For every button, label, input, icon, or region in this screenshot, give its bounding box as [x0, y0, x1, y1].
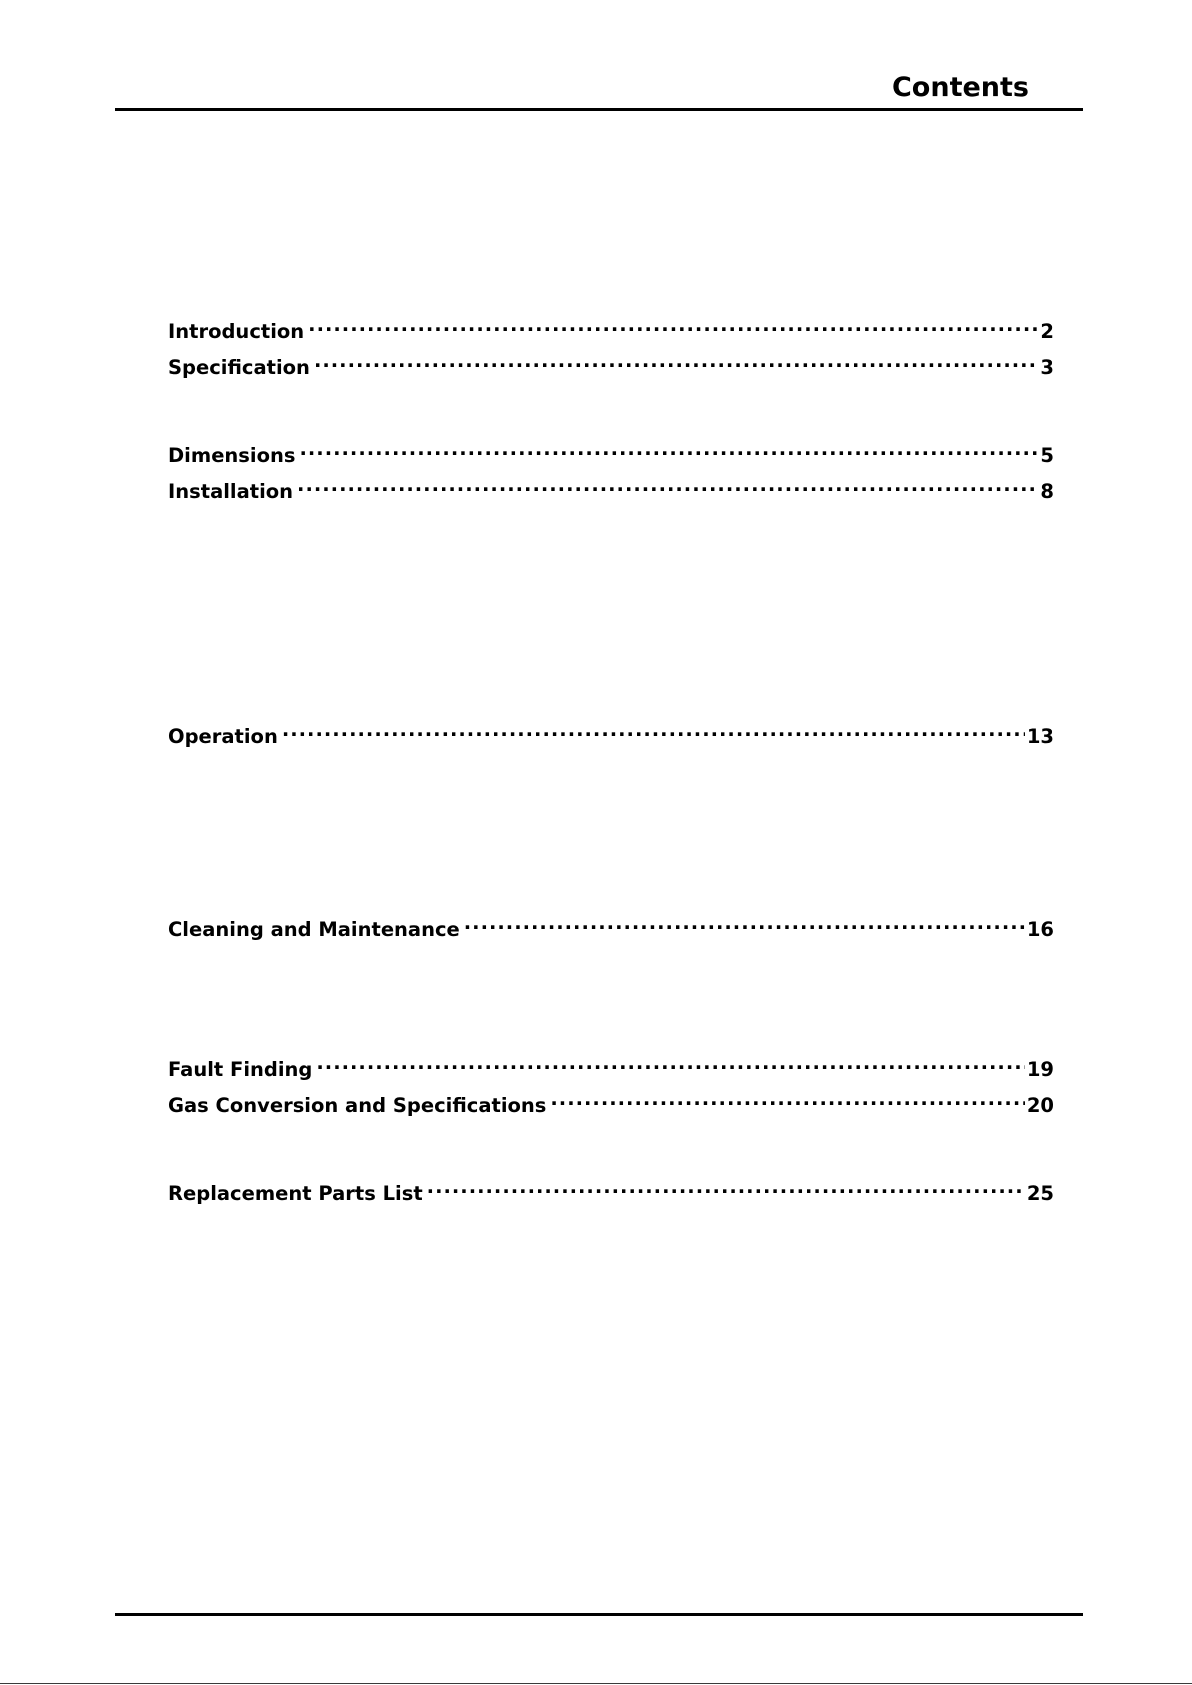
footer-rule — [115, 1613, 1083, 1616]
toc-entry-specification[interactable] — [168, 348, 1054, 379]
toc-entry-label: Installation — [168, 480, 294, 503]
toc-dot-leader — [550, 1086, 1024, 1112]
table-of-contents — [168, 0, 1054, 1685]
page-title: Contents — [891, 72, 1029, 103]
toc-entry-replacement-parts-list[interactable] — [168, 1174, 1054, 1205]
toc-dot-leader — [308, 312, 1038, 338]
toc-entry-label: Cleaning and Maintenance — [168, 918, 460, 941]
toc-entry-label: Introduction — [168, 320, 305, 343]
toc-entry-cleaning-and-maintenance[interactable] — [168, 910, 1054, 941]
toc-dot-leader — [299, 436, 1038, 462]
toc-entry-label: Replacement Parts List — [168, 1182, 423, 1205]
toc-entry-label: Operation — [168, 725, 278, 748]
page-bottom-edge — [0, 1683, 1192, 1684]
toc-page-number: 16 — [1026, 918, 1054, 941]
toc-entry-installation[interactable] — [168, 472, 1054, 503]
toc-entry-introduction[interactable] — [168, 312, 1054, 343]
toc-dot-leader — [316, 1050, 1024, 1076]
toc-entry-label: Gas Conversion and Specifications — [168, 1094, 547, 1117]
toc-entry-label: Fault Finding — [168, 1058, 313, 1081]
toc-page-number: 20 — [1026, 1094, 1054, 1117]
toc-dot-leader — [464, 910, 1025, 936]
toc-dot-leader — [427, 1174, 1025, 1200]
toc-page-number: 2 — [1040, 320, 1054, 343]
toc-entry-label: Dimensions — [168, 444, 296, 467]
toc-entry-gas-conversion-and-specifications[interactable] — [168, 1086, 1054, 1117]
toc-dot-leader — [314, 348, 1038, 374]
toc-entry-label: Specification — [168, 356, 310, 379]
toc-page-number: 13 — [1026, 725, 1054, 748]
toc-page-number: 19 — [1026, 1058, 1054, 1081]
toc-page-number: 8 — [1040, 480, 1054, 503]
toc-dot-leader — [297, 472, 1038, 498]
toc-page-number: 3 — [1040, 356, 1054, 379]
toc-entry-operation[interactable] — [168, 717, 1054, 748]
toc-entry-fault-finding[interactable] — [168, 1050, 1054, 1081]
toc-entry-dimensions[interactable] — [168, 436, 1054, 467]
toc-page-number: 5 — [1040, 444, 1054, 467]
toc-page-number: 25 — [1026, 1182, 1054, 1205]
toc-dot-leader — [282, 717, 1025, 743]
